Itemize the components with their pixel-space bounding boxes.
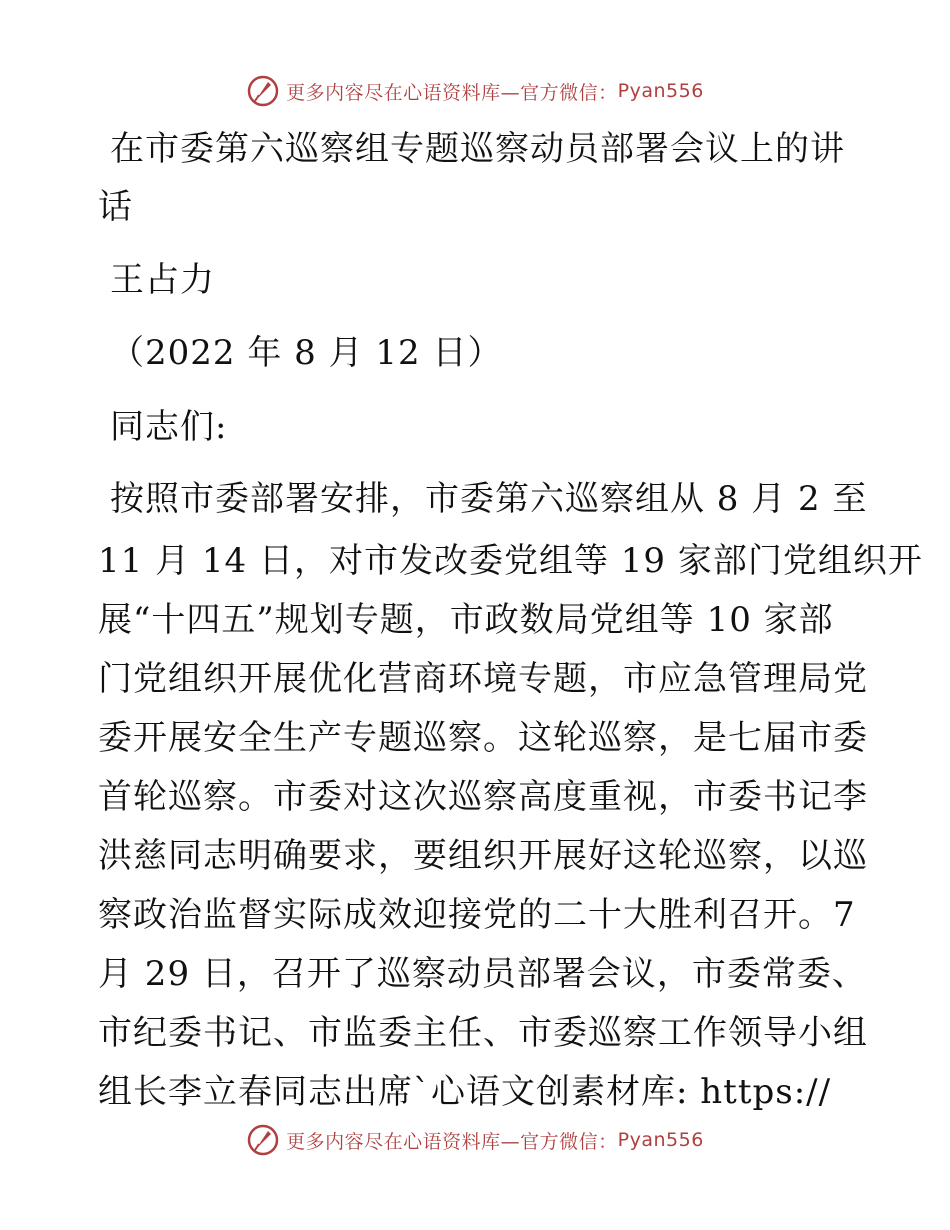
- watermark-wechat-id: Pyan556: [617, 80, 704, 102]
- body-line: 洪慈同志明确要求，要组织开展好这轮巡察，以巡: [98, 836, 868, 876]
- feather-pen-logo-icon: [246, 74, 280, 108]
- body-line: 首轮巡察。市委对这次巡察高度重视，市委书记李: [98, 777, 868, 817]
- body-line: 按照市委部署安排，市委第六巡察组从 8 月 2 至: [110, 479, 868, 519]
- body-line: 市纪委书记、市监委主任、市委巡察工作领导小组: [98, 1013, 868, 1053]
- body-line: 门党组织开展优化营商环境专题，市应急管理局党: [98, 659, 868, 699]
- body-line: 展“十四五”规划专题，市政数局党组等 10 家部: [98, 600, 834, 640]
- body-line: 委开展安全生产专题巡察。这轮巡察，是七届市委: [98, 718, 868, 758]
- author: 王占力: [110, 260, 215, 300]
- title-line-1: 在市委第六巡察组专题巡察动员部署会议上的讲: [110, 129, 845, 169]
- body-line: 11 月 14 日，对市发改委党组等 19 家部门党组织开: [98, 541, 923, 581]
- salutation: 同志们:: [110, 407, 228, 447]
- date: （2022 年 8 月 12 日）: [110, 333, 503, 373]
- body-line: 察政治监督实际成效迎接党的二十大胜利召开。7: [98, 895, 856, 935]
- watermark-text: 更多内容尽在心语资料库—官方微信：: [286, 81, 618, 104]
- watermark-banner-bottom: [0, 1120, 950, 1160]
- watermark-text: 更多内容尽在心语资料库—官方微信：: [286, 1130, 618, 1153]
- feather-pen-logo-icon: [246, 1123, 280, 1157]
- watermark-wechat-id: Pyan556: [617, 1129, 704, 1151]
- body-line: 组长李立春同志出席`心语文创素材库: https://: [98, 1072, 832, 1112]
- watermark-banner-top: [0, 71, 950, 111]
- title-line-2: 话: [98, 187, 133, 227]
- body-line: 月 29 日，召开了巡察动员部署会议，市委常委、: [98, 954, 867, 994]
